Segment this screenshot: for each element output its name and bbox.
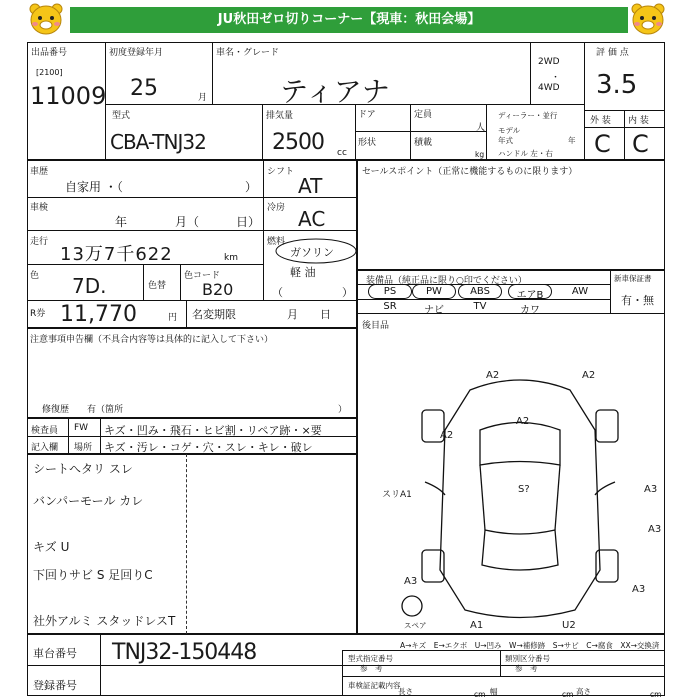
location-label: 場所: [74, 443, 93, 453]
class-ref-label: 参 考: [515, 664, 538, 673]
ac-label: 冷房: [267, 203, 286, 213]
lot-code: [2100]: [36, 68, 63, 77]
fuel-label: 燃料: [267, 237, 286, 247]
capacity-label: 定員: [414, 110, 433, 120]
length-label: 長さ: [398, 687, 413, 696]
door-label: ドア: [358, 110, 376, 120]
mark-a1-rear: A1: [470, 620, 484, 631]
2wd-label: 2WD: [538, 57, 560, 67]
class-no-label: 類別区分番号: [505, 654, 550, 663]
nc-day: 日: [320, 308, 331, 321]
history-close: ）: [245, 180, 258, 194]
note-line-4: 下回りサビ S 足回りC: [33, 568, 153, 582]
fw-label: FW: [74, 423, 89, 433]
note-line-2: バンパーモール カレ: [33, 494, 144, 508]
interior-grade: C: [632, 130, 649, 158]
sales-point-label: セールスポイント（正常に機能するものに限ります）: [362, 167, 578, 177]
header: [0, 0, 700, 40]
gasoline-label: ガソリン: [290, 246, 334, 259]
insp-day: 日）: [236, 215, 261, 229]
damage-legend: A→キズ E→エクボ U→凹み W→補修跡 S→サビ C→腐食 XX→交換済: [400, 641, 660, 650]
bear-mascot-icon: [630, 2, 666, 36]
color-swap-label: 色替: [148, 281, 167, 291]
mark-a3-right-rear: A3: [632, 584, 646, 595]
equipment-item: TV: [473, 301, 487, 312]
entry-label: 記入欄: [31, 443, 59, 453]
color-label: 色: [30, 271, 40, 281]
exterior-grade: C: [594, 130, 611, 158]
cm-2: cm: [562, 690, 574, 699]
mark-a3-right-2: A3: [648, 524, 662, 535]
history-value: 自家用 ・（: [65, 180, 123, 194]
insp-month: 月（: [175, 215, 200, 229]
repair-label: 修復歴 有（箇所: [42, 405, 124, 415]
free-notes-box: [27, 454, 357, 634]
vehicle-cert-label: 車検証記載内容: [348, 681, 401, 690]
equipment-item: SR: [383, 301, 397, 312]
equipment-item: PW: [426, 286, 442, 297]
rating-value: 3.5: [596, 70, 638, 100]
chassis-value: TNJ32-150448: [112, 640, 257, 665]
displacement-label: 排気量: [266, 111, 294, 121]
equipment-label: 装備品（純正品に限り○印でください）: [366, 276, 527, 286]
ac-value: AC: [298, 207, 326, 231]
cm-3: cm: [650, 690, 662, 699]
kg-label: kg: [475, 150, 485, 159]
type-cert-label: 型式指定番号: [348, 654, 393, 663]
person-label: 人: [476, 123, 486, 133]
bear-mascot-icon: [28, 2, 64, 36]
recycle-value: 11,770: [60, 302, 137, 327]
car-name-label: 車名・グレード: [216, 48, 280, 58]
equipment-item: ABS: [470, 286, 490, 297]
mileage-label: 走行: [30, 237, 49, 247]
color-value: 7D.: [72, 274, 107, 298]
recycle-label: R券: [30, 309, 46, 319]
model-year-label: モデル: [498, 126, 521, 135]
name-change-label: 名変期限: [192, 308, 236, 321]
displacement-value: 2500: [272, 130, 324, 155]
equipment-item: カワ: [520, 305, 540, 316]
month-label: 月: [198, 93, 208, 103]
equipment-item: AW: [571, 286, 589, 297]
warranty-value: 有・無: [621, 294, 654, 307]
type-ref-label: 参 考: [360, 664, 383, 673]
mark-side-a1: スリA1: [382, 490, 412, 500]
dealer-label: ディーラー・並行: [498, 111, 558, 120]
year-unit-label: 年: [568, 136, 576, 145]
page-title: JU秋田ゼロ切りコーナー【現車：秋田会場】: [70, 7, 628, 33]
defects-ext: キズ・凹み・飛石・ヒビ割・リペア跡・×要: [104, 424, 322, 437]
mark-a3-right-1: A3: [644, 484, 658, 495]
equipment-item: ナビ: [424, 305, 444, 316]
lot-no-label: 出品番号: [31, 48, 68, 58]
mark-a2-left: A2: [440, 430, 454, 441]
shift-label: シフト: [267, 167, 295, 177]
notes-label: 注意事項申告欄（不具合内容等は具体的に記入して下さい）: [30, 335, 274, 345]
color-code-value: B20: [202, 280, 234, 299]
first-reg-label: 初度登録年月: [109, 48, 164, 58]
chassis-label: 車台番号: [33, 647, 77, 660]
lot-number: 11009: [30, 82, 107, 110]
model-value: CBA-TNJ32: [110, 130, 206, 154]
defects-int: キズ・汚レ・コゲ・穴・スレ・キレ・破レ: [104, 441, 313, 454]
exterior-label: 外 装: [590, 116, 611, 126]
equipment-item: エアB: [516, 290, 544, 301]
4wd-label: 4WD: [538, 83, 560, 93]
load-label: 積載: [414, 138, 433, 148]
km-label: km: [224, 253, 238, 263]
nc-month: 月: [287, 308, 298, 321]
mark-roof: S?: [518, 484, 530, 495]
fuel-paren-close: ）: [342, 286, 353, 299]
mileage-value: 13万7千622: [60, 244, 173, 265]
rating-label: 評 価 点: [596, 48, 629, 58]
fuel-paren-open: （: [272, 286, 283, 299]
shape-label: 形状: [358, 138, 377, 148]
repair-close: ）: [338, 405, 348, 415]
note-line-1: シートへタリ スレ: [33, 462, 133, 476]
interior-label: 内 装: [628, 116, 649, 126]
inspector-label: 検査員: [31, 426, 59, 436]
insp-year: 年: [115, 215, 128, 229]
height-label: 高さ: [576, 687, 591, 696]
reg-label: 登録番号: [33, 679, 77, 692]
inspection-label: 車検: [30, 203, 49, 213]
diesel-label: 軽 油: [290, 266, 316, 279]
model-year2-label: 年式: [498, 136, 513, 145]
history-label: 車歴: [30, 167, 49, 177]
first-reg-value: 25: [130, 76, 158, 101]
yen-label: 円: [168, 313, 178, 323]
dot-label: ・: [551, 73, 561, 83]
rear-seat-label: 後目品: [362, 321, 390, 331]
equipment-item: PS: [383, 286, 397, 297]
car-damage-diagram: [400, 370, 640, 630]
note-line-3: キズ U: [33, 540, 70, 554]
cc-label: cc: [337, 148, 347, 158]
color-code-label: 色コード: [184, 271, 221, 281]
mark-u2-rear: U2: [562, 620, 576, 631]
cm-1: cm: [474, 690, 486, 699]
mark-a3-left-rear: A3: [404, 576, 418, 587]
shift-value: AT: [298, 174, 323, 198]
car-name-value: ティアナ: [280, 75, 390, 108]
mark-a2-hood: A2: [516, 416, 530, 427]
mark-a2-front-left: A2: [486, 370, 500, 381]
mark-a2-front-right: A2: [582, 370, 596, 381]
spare-label: スペア: [404, 621, 427, 630]
model-label: 型式: [112, 111, 131, 121]
handle-label: ハンドル 左・右: [498, 149, 553, 158]
width-label: 幅: [490, 687, 498, 696]
note-line-5: 社外アルミ スタッドレスT: [33, 614, 176, 628]
warranty-label: 新車保証書: [614, 274, 652, 283]
